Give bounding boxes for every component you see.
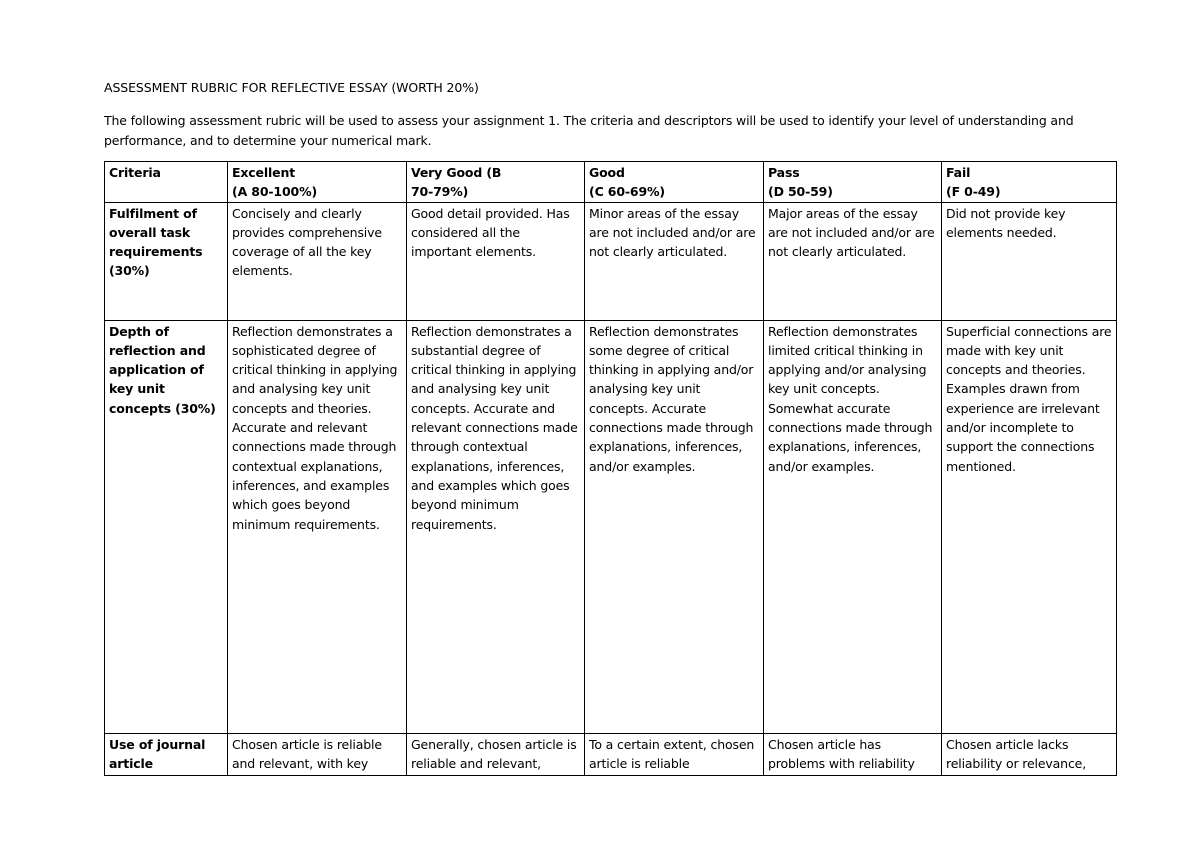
descriptor-cell: Minor areas of the essay are not included and/or are not clearly articulated. bbox=[585, 202, 764, 320]
header-excellent: Excellent (A 80-100%) bbox=[228, 162, 407, 203]
descriptor-cell: Chosen article is reliable and relevant, with key bbox=[228, 733, 407, 775]
criterion-cell: Use of journal article bbox=[105, 733, 228, 775]
descriptor-cell: Reflection demonstrates some degree of critical thinking in applying and/or analysing key unit concepts. Accurate connections made through explanations, inferences, and/or examples. bbox=[585, 320, 764, 733]
intro-paragraph: The following assessment rubric will be used to assess your assignment 1. The criteria and descriptors will be used to identify your level of understanding and performance, and to determine your numerical mark. bbox=[104, 113, 1074, 148]
descriptor-cell: Reflection demonstrates a substantial degree of critical thinking in applying and analysing key unit concepts. Accurate and relevant connections made through contextual explanations, inferences, and examples which goes beyond minimum requirements. bbox=[407, 320, 585, 733]
table-header-row bbox=[105, 162, 1117, 203]
descriptor-cell: Concisely and clearly provides comprehensive coverage of all the key elements. bbox=[228, 202, 407, 320]
descriptor-cell: Chosen article has problems with reliability bbox=[764, 733, 942, 775]
header-pass: Pass (D 50-59) bbox=[764, 162, 942, 203]
descriptor-cell: Did not provide key elements needed. bbox=[942, 202, 1117, 320]
criterion-cell: Fulfilment of overall task requirements (30%) bbox=[105, 202, 228, 320]
descriptor-cell: Good detail provided. Has considered all the important elements. bbox=[407, 202, 585, 320]
table-row bbox=[105, 733, 1117, 775]
descriptor-cell: Chosen article lacks reliability or relevance, bbox=[942, 733, 1117, 775]
descriptor-cell: Reflection demonstrates a sophisticated degree of critical thinking in applying and analysing key unit concepts and theories. Accurate and relevant connections made through contextual explanations, inferences, and examples which goes beyond minimum requirements. bbox=[228, 320, 407, 733]
header-fail: Fail (F 0-49) bbox=[942, 162, 1117, 203]
table-row bbox=[105, 202, 1117, 320]
descriptor-cell: Generally, chosen article is reliable and relevant, bbox=[407, 733, 585, 775]
header-criteria: Criteria bbox=[105, 162, 228, 203]
descriptor-cell: To a certain extent, chosen article is reliable bbox=[585, 733, 764, 775]
table-row bbox=[105, 320, 1117, 733]
header-very-good: Very Good (B 70-79%) bbox=[407, 162, 585, 203]
assessment-rubric-table bbox=[104, 161, 1117, 776]
header-good: Good (C 60-69%) bbox=[585, 162, 764, 203]
descriptor-cell: Major areas of the essay are not included and/or are not clearly articulated. bbox=[764, 202, 942, 320]
document-title: ASSESSMENT RUBRIC FOR REFLECTIVE ESSAY (WORTH 20%) bbox=[104, 80, 479, 95]
criterion-cell: Depth of reflection and application of key unit concepts (30%) bbox=[105, 320, 228, 733]
descriptor-cell: Superficial connections are made with key unit concepts and theories. Examples drawn from experience are irrelevant and/or incomplete to support the connections mentioned. bbox=[942, 320, 1117, 733]
descriptor-cell: Reflection demonstrates limited critical thinking in applying and/or analysing key unit concepts. Somewhat accurate connections made through explanations, inferences, and/or examples. bbox=[764, 320, 942, 733]
